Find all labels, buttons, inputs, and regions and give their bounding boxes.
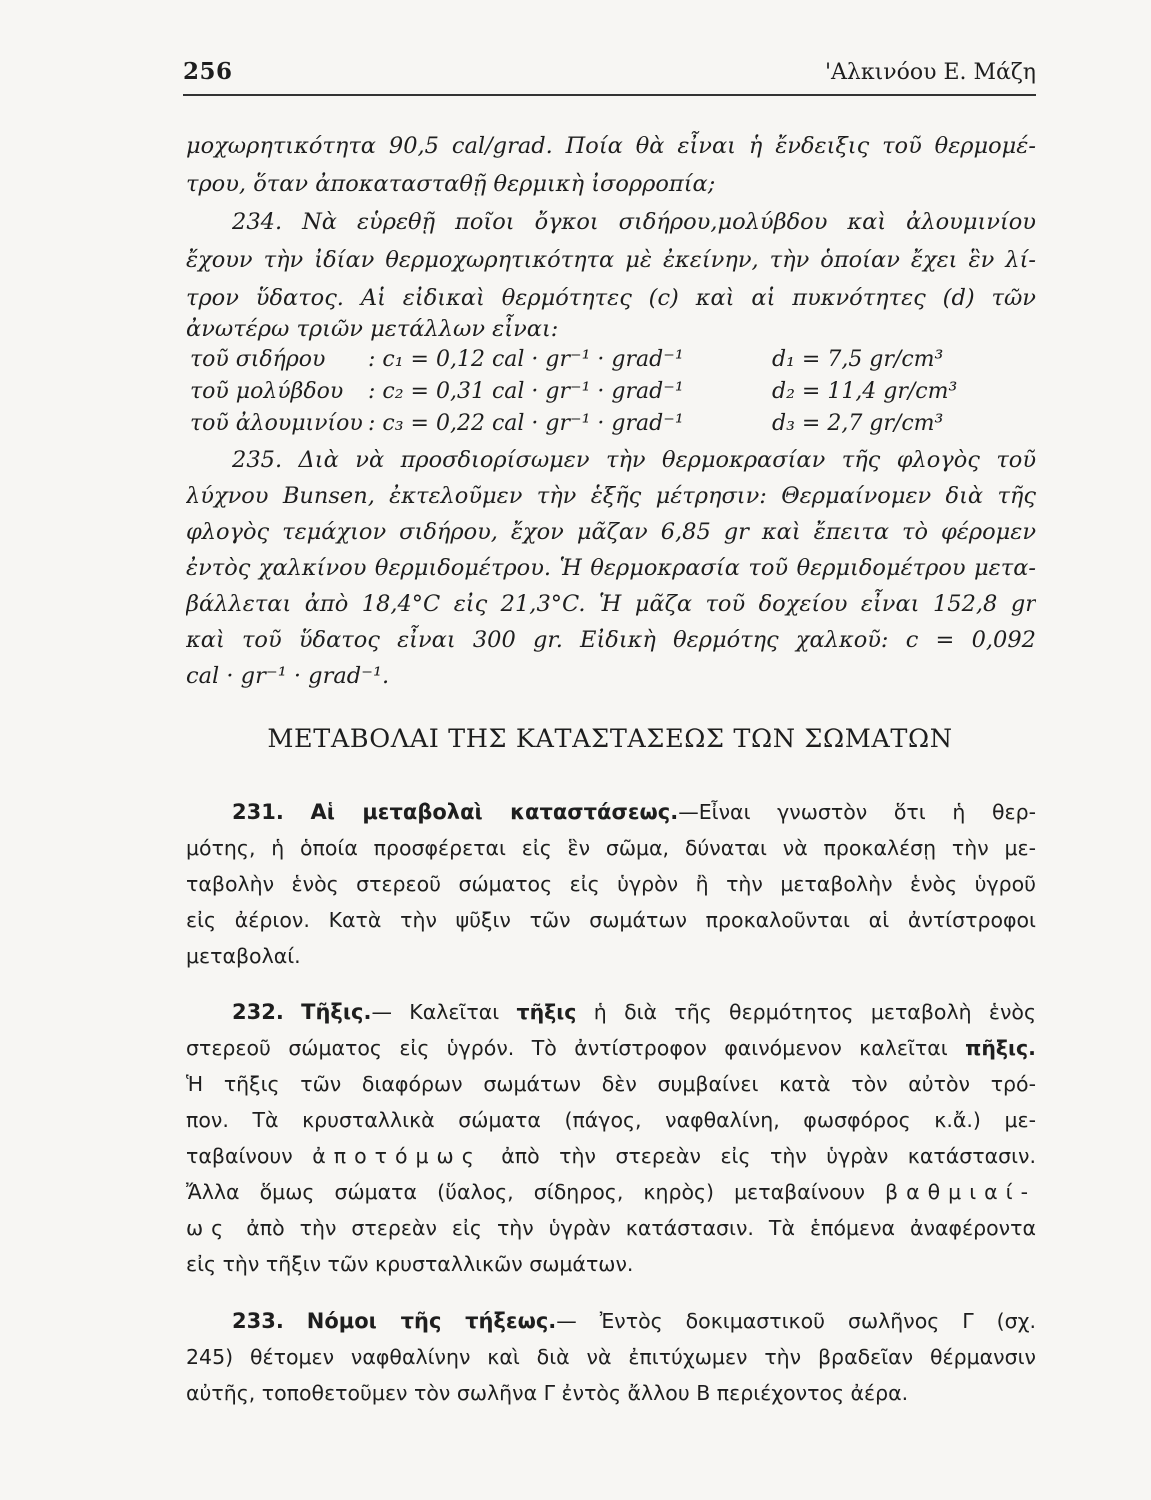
table-row xyxy=(190,409,1036,441)
exercise-line: ἀνωτέρω τριῶν μετάλλων εἶναι: xyxy=(186,316,559,342)
section-number: 231. xyxy=(232,800,284,824)
text-run: ἡ διὰ τῆς θερμότητος μεταβολὴ ἑνὸς xyxy=(593,1000,1036,1024)
chapter-heading: ΜΕΤΑΒΟΛΑΙ ΤΗΣ ΚΑΤΑΣΤΑΣΕΩΣ ΤΩΝ ΣΩΜΑΤΩΝ xyxy=(267,724,953,754)
section-title: Αἱ μεταβολαὶ καταστάσεως. xyxy=(310,800,679,824)
body-line: εἰς ἀέριον. Κατὰ τὴν ψῦξιν τῶν σωμάτων προκαλοῦνται αἱ ἀντίστροφοι xyxy=(186,908,1036,932)
table-row xyxy=(190,377,1036,409)
text-run: —Εἶναι γνωστὸν ὅτι ἡ θερ- xyxy=(678,800,1036,824)
section-number: 232. xyxy=(232,1000,284,1024)
body-line: μεταβολαί. xyxy=(186,944,301,968)
specific-heat: : c₃ = 0,22 cal · gr⁻¹ · grad⁻¹ xyxy=(368,411,684,436)
body-line xyxy=(186,1141,1036,1173)
term-tixis: τῆξις xyxy=(516,1000,577,1024)
exercise-235-line: 235. Διὰ νὰ προσδιορίσωμεν τὴν θερμοκρασίαν τῆς φλογὸς τοῦ xyxy=(232,447,1036,473)
exercise-line: μοχωρητικότητα 90,5 cal/grad. Ποία θὰ εἶναι ἡ ἔνδειξις τοῦ θερμομέ- xyxy=(186,133,1036,159)
spaced-word: ως xyxy=(186,1216,232,1240)
density: d₁ = 7,5 gr/cm³ xyxy=(772,347,944,372)
body-line: 245) θέτομεν ναφθαλίνην καὶ διὰ νὰ ἐπιτύχωμεν τὴν βραδεῖαν θέρμανσιν xyxy=(186,1345,1036,1369)
body-line xyxy=(186,1213,1036,1245)
specific-heat: : c₁ = 0,12 cal · gr⁻¹ · grad⁻¹ xyxy=(368,347,684,372)
exercise-line: φλογὸς τεμάχιον σιδήρου, ἔχον μᾶζαν 6,85 gr καὶ ἔπειτα τὸ φέρομεν xyxy=(186,519,1036,545)
term-pixis: πῆξις. xyxy=(965,1036,1036,1060)
section-number: 233. xyxy=(232,1309,284,1333)
page-number: 256 xyxy=(183,58,233,85)
metal-name: τοῦ σιδήρου xyxy=(190,347,326,372)
body-line xyxy=(186,1177,1036,1209)
section-title: Νόμοι τῆς τήξεως. xyxy=(306,1309,557,1333)
body-line: αὐτῆς, τοποθετοῦμεν τὸν σωλῆνα Γ ἐντὸς ἄλλου Β περιέχοντος ἀέρα. xyxy=(186,1381,909,1405)
text-run: ἀπὸ τὴν στερεὰν εἰς τὴν ὑγρὰν κατάστασιν. xyxy=(501,1144,1036,1168)
body-line: εἰς τὴν τῆξιν τῶν κρυσταλλικῶν σωμάτων. xyxy=(186,1252,634,1276)
spaced-word: βαθμιαί- xyxy=(885,1180,1036,1204)
text-run: — Καλεῖται xyxy=(371,1000,500,1024)
specific-heat: : c₂ = 0,31 cal · gr⁻¹ · grad⁻¹ xyxy=(368,379,684,404)
exercise-line: τρον ὕδατος. Αἱ εἰδικαὶ θερμότητες (c) καὶ αἱ πυκνότητες (d) τῶν xyxy=(186,285,1036,311)
metal-name: τοῦ μολύβδου xyxy=(190,379,344,404)
text-run: ταβαίνουν xyxy=(186,1144,293,1168)
density: d₂ = 11,4 gr/cm³ xyxy=(772,379,958,404)
section-231-line xyxy=(232,797,1036,829)
exercise-line: ἔχουν τὴν ἰδίαν θερμοχωρητικότητα μὲ ἐκείνην, τὴν ὁποίαν ἔχει ἓν λί- xyxy=(186,247,1036,273)
exercise-line: cal · gr⁻¹ · grad⁻¹. xyxy=(186,663,390,689)
body-line: μότης, ἡ ὁποία προσφέρεται εἰς ἓν σῶμα, δύναται νὰ προκαλέσῃ τὴν με- xyxy=(186,836,1036,860)
body-line: Ἡ τῆξις τῶν διαφόρων σωμάτων δὲν συμβαίνει κατὰ τὸν αὐτὸν τρό- xyxy=(186,1072,1036,1096)
text-run: ἀπὸ τὴν στερεὰν εἰς τὴν ὑγρὰν κατάστασιν. Τὰ ἑπόμενα ἀναφέροντα xyxy=(246,1216,1036,1240)
exercise-line: τρου, ὅταν ἀποκατασταθῇ θερμικὴ ἰσορροπία; xyxy=(186,171,716,197)
exercise-line: βάλλεται ἀπὸ 18,4°C εἰς 21,3°C. Ἡ μᾶζα τοῦ δοχείου εἶναι 152,8 gr xyxy=(186,591,1036,617)
exercise-line: λύχνου Bunsen, ἐκτελοῦμεν τὴν ἑξῆς μέτρησιν: Θερμαίνομεν διὰ τῆς xyxy=(186,483,1036,509)
section-title: Τῆξις. xyxy=(301,1000,372,1024)
page-header xyxy=(183,58,1036,94)
text-run: — Ἐντὸς δοκιμαστικοῦ σωλῆνος Γ (σχ. xyxy=(556,1309,1036,1333)
metal-name: τοῦ ἀλουμινίου xyxy=(190,411,363,436)
text-run: στερεοῦ σώματος εἰς ὑγρόν. Τὸ ἀντίστροφον φαινόμενον καλεῖται xyxy=(186,1036,948,1060)
header-rule xyxy=(183,94,1036,96)
density: d₃ = 2,7 gr/cm³ xyxy=(772,411,944,436)
body-line: ταβολὴν ἑνὸς στερεοῦ σώματος εἰς ὑγρὸν ἢ τὴν μεταβολὴν ἑνὸς ὑγροῦ xyxy=(186,872,1036,896)
spaced-word: ἀποτόμως xyxy=(312,1144,482,1168)
table-row xyxy=(190,345,1036,377)
body-line xyxy=(186,1033,1036,1065)
exercise-234-line: 234. Νὰ εὑρεθῇ ποῖοι ὄγκοι σιδήρου,μολύβδου καὶ ἀλουμινίου xyxy=(232,209,1036,235)
running-head: 'Αλκινόου Ε. Μάζη xyxy=(824,60,1036,85)
section-233-line xyxy=(232,1306,1036,1338)
text-run: Ἄλλα ὅμως σώματα (ὕαλος, σίδηρος, κηρὸς) μεταβαίνουν xyxy=(186,1180,865,1204)
body-line: πον. Τὰ κρυσταλλικὰ σώματα (πάγος, ναφθαλίνη, φωσφόρος κ.ἄ.) με- xyxy=(186,1108,1036,1132)
exercise-line: καὶ τοῦ ὕδατος εἶναι 300 gr. Εἰδικὴ θερμότης χαλκοῦ: c = 0,092 xyxy=(186,627,1036,653)
exercise-line: ἐντὸς χαλκίνου θερμιδομέτρου. Ἡ θερμοκρασία τοῦ θερμιδομέτρου μετα- xyxy=(186,555,1036,581)
section-232-line xyxy=(232,997,1036,1029)
